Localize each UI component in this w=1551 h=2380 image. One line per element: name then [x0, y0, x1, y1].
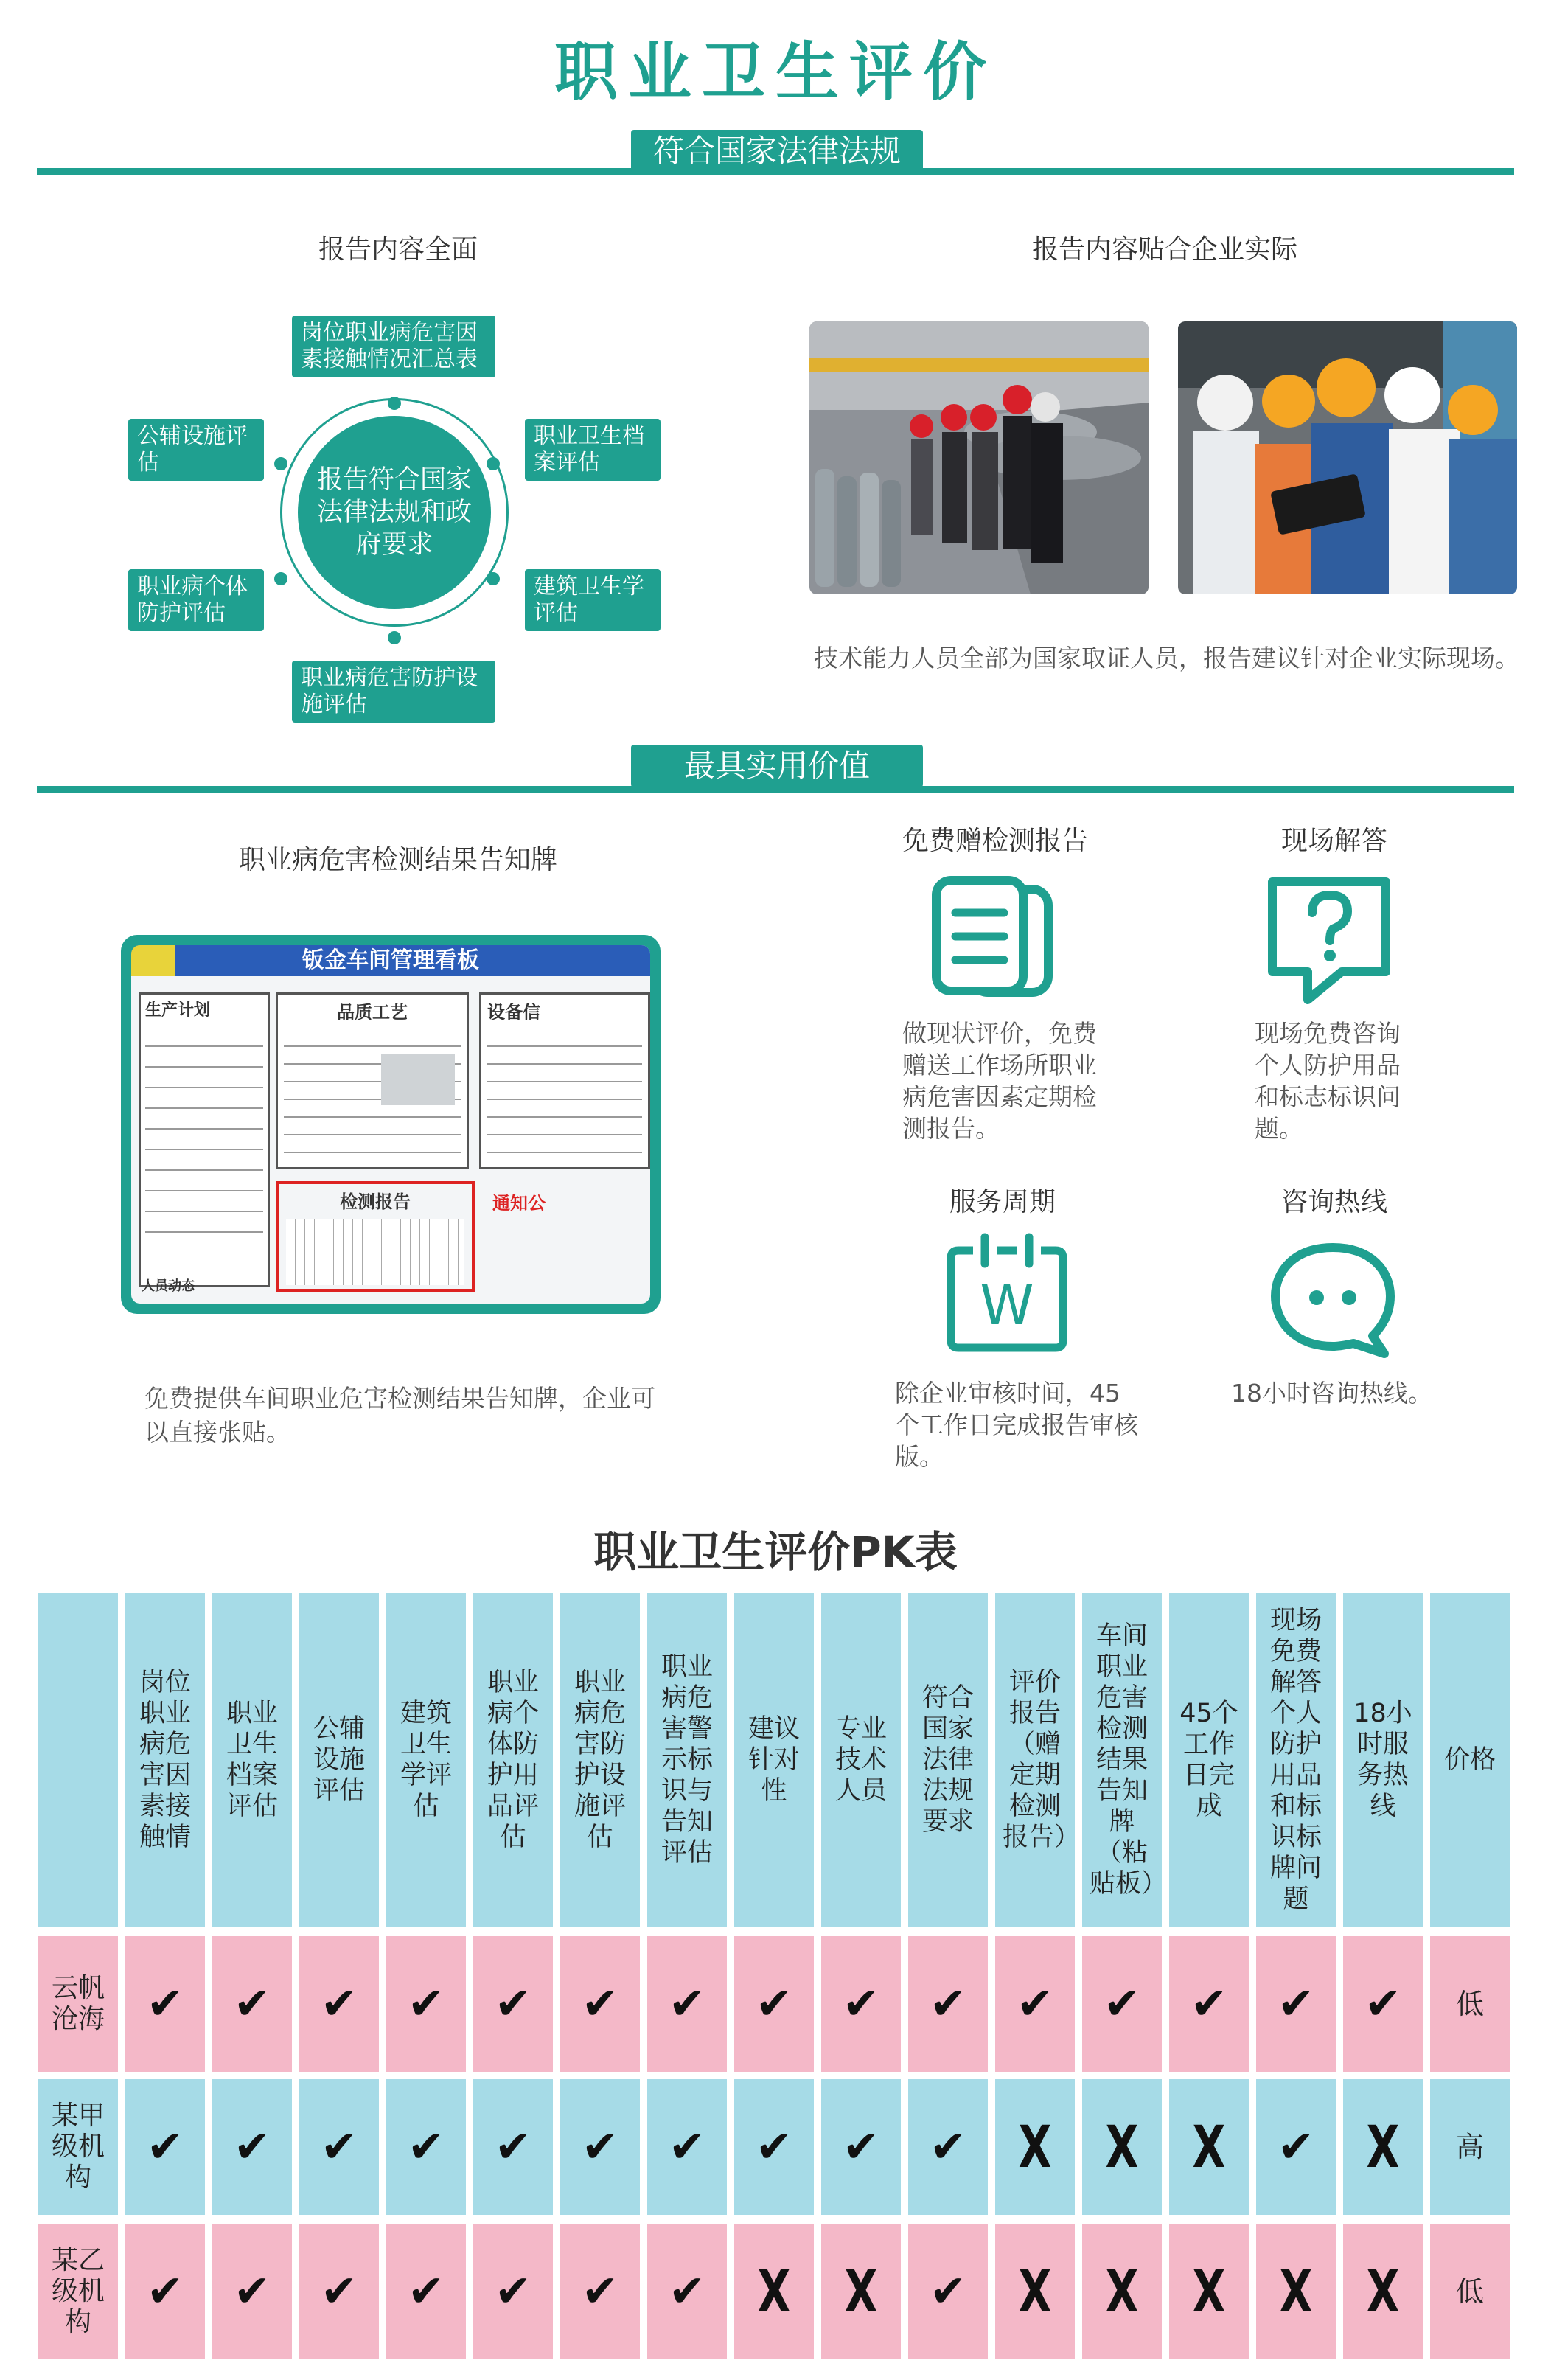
board-plan: 生产计划	[145, 1001, 211, 1020]
check-icon: ✔	[581, 1978, 619, 2030]
x-icon: X	[1192, 2258, 1226, 2325]
x-icon: X	[1366, 2113, 1400, 2181]
price-value: 高	[1455, 2131, 1484, 2163]
table-header-cell	[1082, 1593, 1168, 1927]
table-header-cell	[473, 1593, 553, 1927]
row-label: 某甲级机构	[51, 2101, 105, 2193]
table-header-label: 价格	[1443, 1745, 1496, 1775]
table-cell	[821, 1936, 901, 2072]
table-cell	[1169, 2079, 1249, 2215]
table-header-label: 岗位职业病危害因素接触情	[139, 1668, 191, 1852]
table-cell	[1256, 2224, 1336, 2359]
table-header-label: 职业病危害防护设施评估	[574, 1668, 626, 1852]
table-cell	[125, 1936, 205, 2072]
site-photo-inspection	[1178, 321, 1517, 594]
table-header-label: 建议针对性	[747, 1714, 800, 1806]
diagram-center: 报告符合国家法律法规和政府要求	[298, 416, 491, 609]
board-report: 检测报告	[340, 1191, 411, 1212]
table-cell	[734, 1936, 814, 2072]
diagram-item: 职业病个体防护评估	[128, 569, 264, 631]
table-cell	[734, 2224, 814, 2359]
board-description: 免费提供车间职业危害检测结果告知牌，企业可以直接张贴。	[144, 1384, 655, 1447]
check-icon: ✔	[407, 2121, 445, 2173]
table-header-label: 45个工作日完成	[1179, 1699, 1238, 1821]
check-icon: ✔	[581, 2266, 619, 2317]
check-icon: ✔	[668, 2121, 706, 2173]
table-header-label: 职业病危害警示标识与告知评估	[661, 1652, 713, 1868]
check-icon: ✔	[581, 2121, 619, 2173]
check-icon: ✔	[1277, 2121, 1315, 2173]
table-price-cell	[1430, 1936, 1510, 2072]
check-icon: ✔	[320, 2266, 358, 2317]
x-icon: X	[1018, 2258, 1052, 2325]
table-header-label: 现场免费解答个人防护用品和标识标牌问题	[1269, 1606, 1322, 1914]
table-header-cell	[1343, 1593, 1423, 1927]
table-cell	[821, 2224, 901, 2359]
table-cell	[1343, 2079, 1423, 2215]
x-icon: X	[844, 2258, 878, 2325]
table-header-label: 18小时服务热线	[1353, 1699, 1412, 1821]
table-row-name	[38, 2224, 118, 2359]
check-icon: ✔	[320, 2121, 358, 2173]
section-tab-value: 最具实用价值	[631, 745, 923, 787]
check-icon: ✔	[929, 2266, 967, 2317]
check-icon: ✔	[1277, 1978, 1315, 2030]
section-tab-law: 符合国家法律法规	[631, 130, 923, 173]
table-cell	[299, 2224, 379, 2359]
table-header-cell	[995, 1593, 1081, 1927]
left-heading: 报告内容全面	[318, 234, 478, 265]
table-cell	[1082, 2224, 1162, 2359]
x-icon: X	[1192, 2113, 1226, 2181]
table-row-name	[38, 2079, 118, 2215]
calendar-letter: W	[980, 1274, 1034, 1337]
diagram-item: 公辅设施评估	[128, 419, 264, 481]
question-bubble-icon	[1262, 874, 1398, 1007]
table-header-cell	[734, 1593, 814, 1927]
page-title: 职业卫生评价	[554, 35, 997, 109]
table-header-label: 职业卫生档案评估	[226, 1699, 278, 1821]
check-icon: ✔	[146, 2121, 184, 2173]
table-cell	[386, 2079, 466, 2215]
diagram-dot	[274, 457, 287, 470]
x-icon: X	[1279, 2258, 1313, 2325]
table-header-label: 评价报告（赠定期检测报告）	[1003, 1668, 1081, 1852]
table-cell	[560, 2079, 640, 2215]
check-icon: ✔	[146, 2266, 184, 2317]
table-cell	[1169, 2224, 1249, 2359]
check-icon: ✔	[320, 1978, 358, 2030]
table-price-cell	[1430, 2079, 1510, 2215]
table-cell	[995, 1936, 1075, 2072]
table-cell	[386, 1936, 466, 2072]
check-icon: ✔	[929, 2121, 967, 2173]
check-icon: ✔	[233, 1978, 271, 2030]
table-cell	[299, 1936, 379, 2072]
table-cell	[560, 1936, 640, 2072]
feature-text: 除企业审核时间，45个工作日完成报告审核版。	[895, 1379, 1138, 1471]
table-cell	[212, 2079, 292, 2215]
table-cell	[995, 2079, 1075, 2215]
calendar-icon	[944, 1231, 1070, 1355]
document-icon	[929, 876, 1064, 1000]
table-header-cell	[560, 1593, 640, 1927]
check-icon: ✔	[842, 1978, 880, 2030]
x-icon: X	[757, 2258, 791, 2325]
table-cell	[1082, 2079, 1162, 2215]
table-header-cell	[38, 1593, 118, 1927]
check-icon: ✔	[842, 2121, 880, 2173]
feature-text: 现场免费咨询个人防护用品和标志标识问题。	[1255, 1019, 1401, 1143]
table-header-cell	[386, 1593, 466, 1927]
check-icon: ✔	[755, 2121, 793, 2173]
table-cell	[647, 2079, 727, 2215]
table-header-label: 符合国家法律法规要求	[921, 1683, 974, 1837]
table-cell	[212, 1936, 292, 2072]
row-label: 云帆沧海	[51, 1973, 105, 2034]
diagram-item: 岗位职业病危害因素接触情况汇总表	[292, 316, 495, 377]
check-icon: ✔	[407, 1978, 445, 2030]
table-header-cell	[212, 1593, 292, 1927]
check-icon: ✔	[755, 1978, 793, 2030]
table-header-label: 职业病个体防护用品评估	[487, 1668, 539, 1852]
table-cell	[995, 2224, 1075, 2359]
feature-title: 现场解答	[1280, 826, 1387, 856]
check-icon: ✔	[1016, 1978, 1054, 2030]
feature-title: 服务周期	[949, 1187, 1056, 1217]
table-header-cell	[1430, 1593, 1510, 1927]
table-header-cell	[299, 1593, 379, 1927]
right-description: 技术能力人员全部为国家取证人员，报告建议针对企业实际现场。	[814, 644, 1519, 672]
price-value: 低	[1455, 1988, 1484, 2020]
diagram-item: 职业卫生档案评估	[525, 419, 661, 481]
table-header-label: 公辅设施评估	[313, 1714, 365, 1806]
board-title: 钣金车间管理看板	[131, 945, 650, 976]
check-icon: ✔	[668, 1978, 706, 2030]
check-icon: ✔	[494, 1978, 532, 2030]
table-cell	[125, 2224, 205, 2359]
table-row-name	[38, 1936, 118, 2072]
x-icon: X	[1105, 2258, 1139, 2325]
check-icon: ✔	[146, 1978, 184, 2030]
table-cell	[1343, 1936, 1423, 2072]
board-quality: 品质工艺	[337, 1002, 408, 1023]
table-cell	[647, 2224, 727, 2359]
table-cell	[1256, 1936, 1336, 2072]
table-cell	[734, 2079, 814, 2215]
table-cell	[1343, 2224, 1423, 2359]
check-icon: ✔	[494, 2121, 532, 2173]
table-price-cell	[1430, 2224, 1510, 2359]
table-cell	[908, 2224, 988, 2359]
table-header-cell	[125, 1593, 205, 1927]
table-cell	[473, 2079, 553, 2215]
feature-text: 做现状评价，免费赠送工作场所职业病危害因素定期检测报告。	[902, 1019, 1097, 1143]
table-cell	[212, 2224, 292, 2359]
table-cell	[473, 2224, 553, 2359]
table-header-label: 车间职业危害检测结果告知牌（粘贴板）	[1090, 1621, 1168, 1899]
table-header-cell	[821, 1593, 901, 1927]
check-icon: ✔	[1103, 1978, 1141, 2030]
price-value: 低	[1455, 2275, 1484, 2308]
check-icon: ✔	[233, 2266, 271, 2317]
table-header-cell	[1169, 1593, 1249, 1927]
table-cell	[560, 2224, 640, 2359]
diagram-item: 建筑卫生学评估	[525, 569, 661, 631]
diagram-item: 职业病危害防护设施评估	[292, 661, 495, 723]
pk-table-title: 职业卫生评价PK表	[593, 1527, 958, 1577]
feature-text: 18小时咨询热线。	[1231, 1379, 1432, 1408]
diagram-dot	[388, 631, 401, 644]
x-icon: X	[1366, 2258, 1400, 2325]
board-notice: 通知公	[492, 1193, 546, 1214]
check-icon: ✔	[1364, 1978, 1402, 2030]
board-equipment: 设备信	[487, 1002, 540, 1023]
check-icon: ✔	[494, 2266, 532, 2317]
table-cell	[386, 2224, 466, 2359]
table-header-cell	[647, 1593, 727, 1927]
table-cell	[473, 1936, 553, 2072]
table-cell	[1256, 2079, 1336, 2215]
table-cell	[125, 2079, 205, 2215]
site-photo-warehouse	[809, 321, 1149, 594]
board-people: 人员动态	[142, 1278, 195, 1294]
x-icon: X	[1018, 2113, 1052, 2181]
check-icon: ✔	[407, 2266, 445, 2317]
board-heading: 职业病危害检测结果告知牌	[238, 845, 557, 875]
table-cell	[908, 2079, 988, 2215]
notice-board-photo	[121, 935, 661, 1314]
check-icon: ✔	[929, 1978, 967, 2030]
table-cell	[821, 2079, 901, 2215]
table-cell	[1082, 1936, 1162, 2072]
check-icon: ✔	[233, 2121, 271, 2173]
table-cell	[1169, 1936, 1249, 2072]
check-icon: ✔	[668, 2266, 706, 2317]
diagram-dot	[487, 457, 500, 470]
diagram-dot	[274, 572, 287, 585]
right-heading: 报告内容贴合企业实际	[1031, 234, 1297, 265]
diagram-dot	[487, 572, 500, 585]
feature-title: 咨询热线	[1280, 1187, 1387, 1217]
chat-bubble-icon	[1268, 1240, 1398, 1360]
check-icon: ✔	[1190, 1978, 1228, 2030]
diagram-dot	[388, 397, 401, 410]
table-cell	[299, 2079, 379, 2215]
x-icon: X	[1105, 2113, 1139, 2181]
table-header-label: 专业技术人员	[834, 1714, 887, 1806]
row-label: 某乙级机构	[51, 2245, 105, 2337]
table-cell	[647, 1936, 727, 2072]
table-header-label: 建筑卫生学评估	[400, 1699, 452, 1821]
table-header-cell	[908, 1593, 988, 1927]
feature-title: 免费赠检测报告	[902, 826, 1088, 856]
table-cell	[908, 1936, 988, 2072]
table-header-cell	[1256, 1593, 1336, 1927]
